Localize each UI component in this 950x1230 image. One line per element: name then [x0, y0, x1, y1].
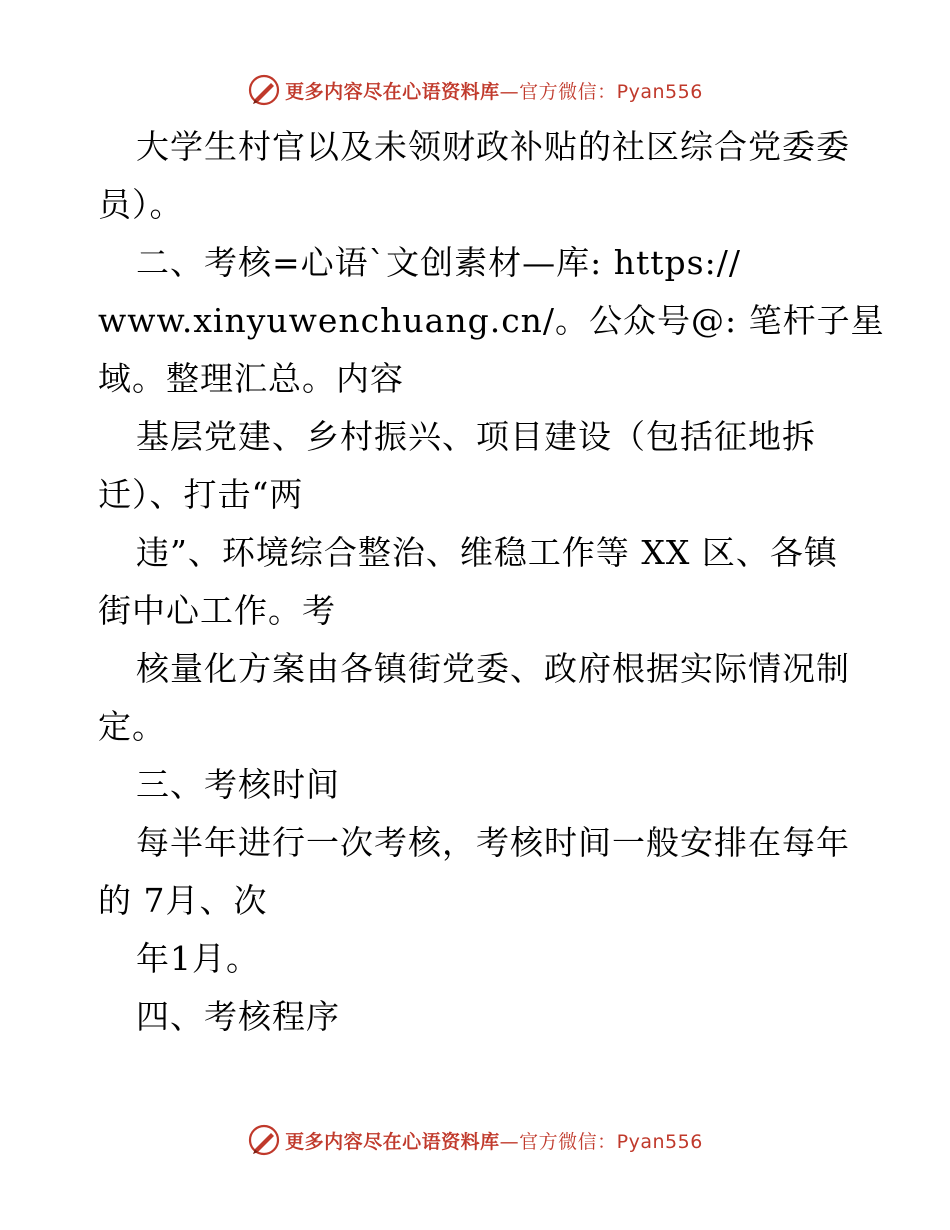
footer-banner: [0, 1120, 950, 1160]
banner-text: [285, 1127, 703, 1154]
banner-tail-text: —官方微信：Pyan556: [499, 80, 703, 103]
text-line: 大学生村官以及未领财政补贴的社区综合党委委: [136, 127, 850, 166]
text-line: www.xinyuwenchuang.cn/。公众号@: 笔杆子星: [98, 301, 885, 340]
section-heading: 四、考核程序: [136, 997, 340, 1036]
pen-logo-icon: [247, 73, 281, 107]
text-line: 每半年进行一次考核，考核时间一般安排在每年: [136, 823, 850, 862]
text-line: 核量化方案由各镇街党委、政府根据实际情况制: [136, 649, 850, 688]
text-line: 员）。: [98, 185, 184, 224]
document-body: [98, 118, 885, 1046]
pen-logo-icon: [247, 1123, 281, 1157]
banner-tail-text: —官方微信：Pyan556: [499, 1130, 703, 1153]
text-line: 基层党建、乡村振兴、项目建设（包括征地拆: [136, 417, 816, 456]
text-line: 迁）、打击“两: [98, 475, 304, 514]
section-heading: 三、考核时间: [136, 765, 340, 804]
text-line: 违”、环境综合整治、维稳工作等 XX 区、各镇: [136, 533, 838, 572]
text-line: 域。整理汇总。内容: [98, 359, 404, 398]
header-banner: [0, 70, 950, 110]
text-line: 年1月。: [136, 939, 260, 978]
section-heading: 二、考核=心语`文创素材—库: https://: [136, 243, 741, 282]
banner-main-text: 更多内容尽在心语资料库: [285, 80, 500, 103]
banner-text: [285, 77, 703, 104]
text-line: 定。: [98, 707, 166, 746]
text-line: 街中心工作。考: [98, 591, 336, 630]
banner-main-text: 更多内容尽在心语资料库: [285, 1130, 500, 1153]
text-line: 的 7月、次: [98, 881, 268, 920]
